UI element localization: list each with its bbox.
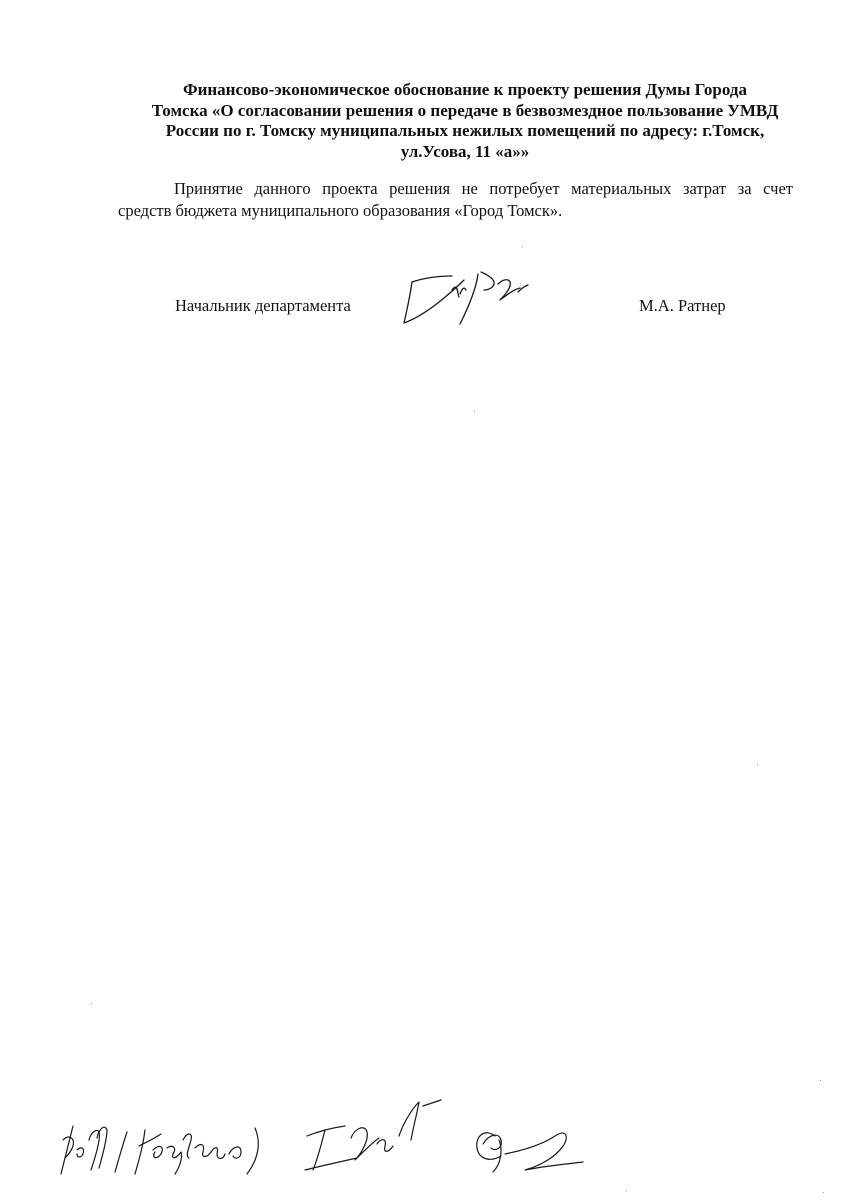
signatory-position: Начальник департамента	[175, 296, 351, 315]
body-line-2: средств бюджета муниципального образования «Город Томск».	[118, 201, 563, 220]
title-line-3: России по г. Томску муниципальных нежилых помещений по адресу: г.Томск,	[165, 121, 765, 140]
handwritten-signature	[398, 268, 538, 332]
scan-speck	[757, 764, 758, 765]
title-line-4: ул.Усова, 11 «а»»	[400, 141, 530, 161]
approval-signatures	[55, 1088, 585, 1188]
document-title	[110, 80, 820, 162]
scan-speck	[626, 1190, 627, 1191]
scan-speck	[823, 1192, 824, 1193]
body-paragraph	[118, 178, 793, 222]
scan-speck	[820, 1080, 821, 1081]
scan-speck	[522, 246, 523, 247]
scan-speck	[91, 1003, 92, 1004]
body-line-1: Принятие данного проекта решения не потребует материальных затрат за счет	[174, 179, 793, 198]
scan-speck	[474, 411, 475, 412]
signatory-name: М.А. Ратнер	[639, 296, 726, 315]
title-line-1: Финансово-экономическое обоснование к проекту решения Думы Города	[182, 80, 747, 99]
title-line-2: Томска «О согласовании решения о передаче в безвозмездное пользование УМВД	[151, 100, 779, 120]
